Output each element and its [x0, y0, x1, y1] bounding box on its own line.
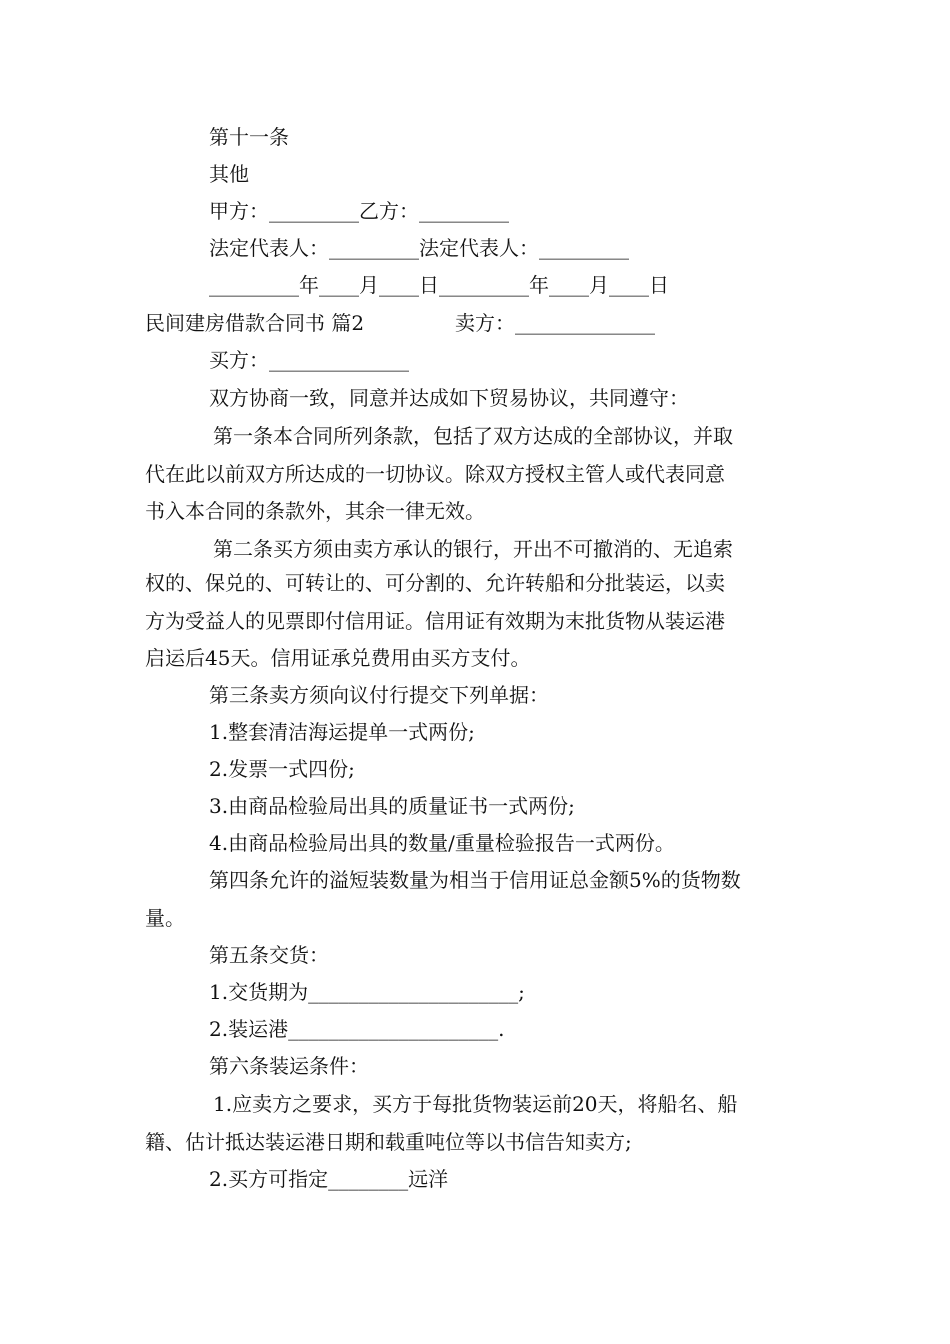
article-3-item-1: 1.整套清洁海运提单一式两份;: [209, 720, 475, 744]
legal-representatives-line: 法定代表人：_________法定代表人：_________: [209, 236, 629, 260]
article-3-item-3: 3.由商品检验局出具的质量证书一式两份;: [209, 794, 575, 818]
seller-line: 卖方：______________: [455, 311, 655, 335]
article-2-line-4: 启运后45天。信用证承兑费用由买方支付。: [145, 646, 531, 670]
date-line: _________年____月____日_________年____月____日: [209, 273, 669, 297]
article-1-line-1: 第一条本合同所列条款，包括了双方达成的全部协议，并取: [213, 424, 733, 448]
article-2-line-2: 权的、保兑的、可转让的、可分割的、允许转船和分批装运，以卖: [145, 571, 725, 595]
article-6-item-2: 2.买方可指定________远洋: [209, 1167, 449, 1191]
article-5-item-1: 1.交货期为_____________________;: [209, 980, 525, 1004]
article-6-item-1-line-2: 籍、估计抵达装运港日期和载重吨位等以书信告知卖方;: [145, 1130, 632, 1154]
article-4-line-1: 第四条允许的溢短装数量为相当于信用证总金额5%的货物数: [209, 868, 741, 892]
intro-paragraph: 双方协商一致，同意并达成如下贸易协议，共同遵守：: [209, 386, 689, 410]
article-5-heading: 第五条交货：: [209, 943, 329, 967]
section-title: 民间建房借款合同书 篇2: [145, 311, 365, 335]
article-6-heading: 第六条装运条件：: [209, 1054, 369, 1078]
buyer-line: 买方：______________: [209, 348, 409, 372]
article-3-heading: 第三条卖方须向议付行提交下列单据：: [209, 683, 549, 707]
article-4-line-2: 量。: [145, 906, 185, 930]
article-6-item-1-line-1: 1.应卖方之要求，买方于每批货物装运前20天，将船名、船: [213, 1092, 738, 1116]
article-5-item-2: 2.装运港_____________________.: [209, 1017, 505, 1041]
article-11-heading: 第十一条: [209, 125, 289, 149]
article-2-line-3: 方为受益人的见票即付信用证。信用证有效期为末批货物从装运港: [145, 609, 725, 633]
article-1-line-2: 代在此以前双方所达成的一切协议。除双方授权主管人或代表同意: [145, 462, 725, 486]
article-2-line-1: 第二条买方须由卖方承认的银行，开出不可撤消的、无追索: [213, 537, 733, 561]
article-1-line-3: 书入本合同的条款外，其余一律无效。: [145, 499, 485, 523]
other-heading: 其他: [209, 162, 249, 186]
party-a-b-line: 甲方：_________乙方：_________: [209, 199, 509, 223]
article-3-item-4: 4.由商品检验局出具的数量/重量检验报告一式两份。: [209, 831, 675, 855]
article-3-item-2: 2.发票一式四份;: [209, 757, 355, 781]
